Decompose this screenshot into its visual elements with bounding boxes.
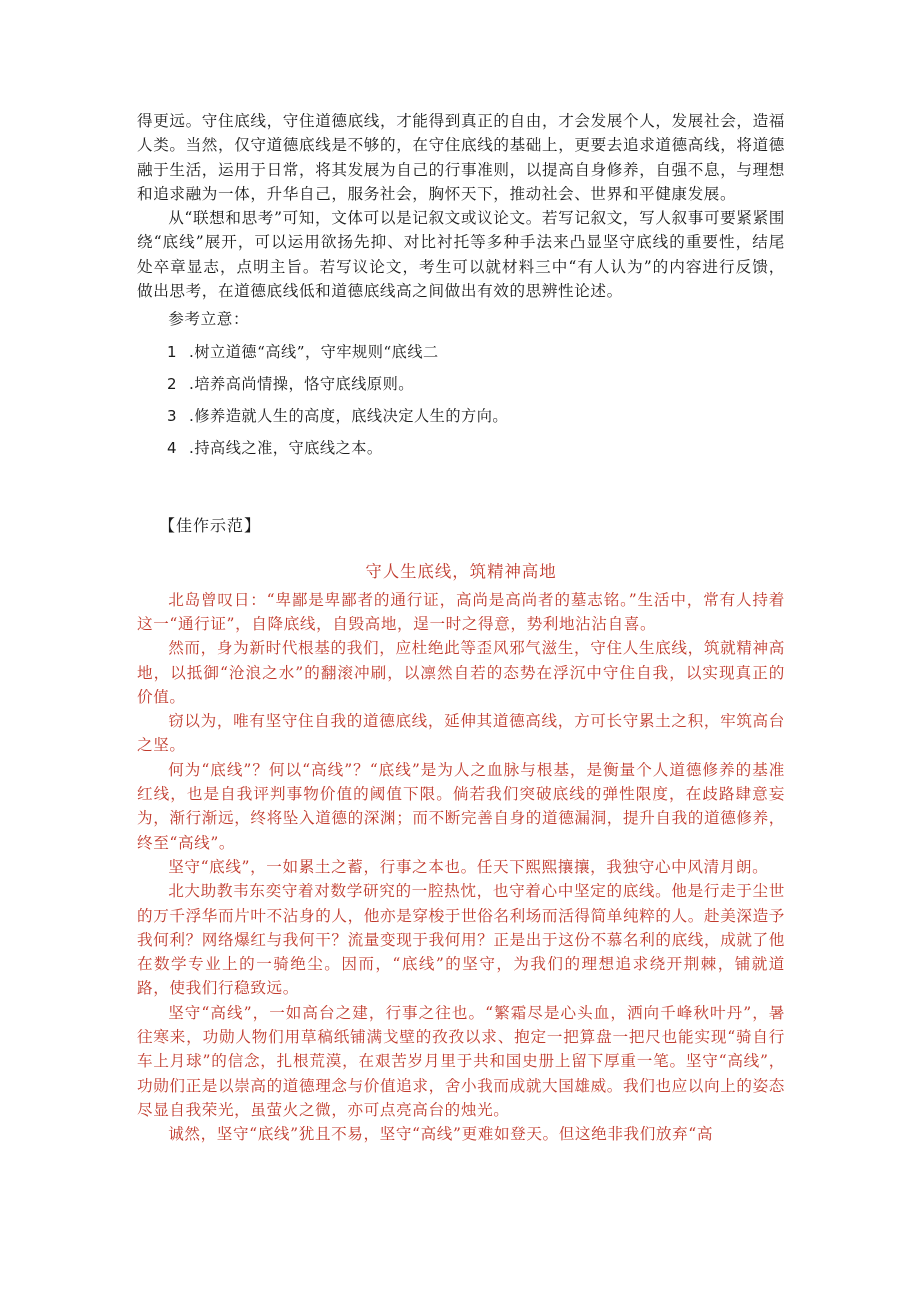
essay-paragraph-5: 坚守“底线”，一如累土之蓄，行事之本也。任天下熙熙攘攘，我独守心中风清月朗。: [168, 857, 769, 876]
list-item-text: .修养造就人生的高度，底线决定人生的方向。: [189, 406, 509, 425]
essay-paragraph-3: 窃以为，唯有坚守住自我的道德底线，延伸其道德高线，方可长守累土之积，牢筑高台之坚。: [137, 712, 785, 755]
intro-paragraph-1: 得更远。守住底线，守住道德底线，才能得到真正的自由，才会发展个人，发展社会，造福人类。当然，仅守道德底线是不够的，在守住底线的基础上，更要去追求道德高线，将道德融于生活，运用于日常，将其发展为自己的行事准则，以提高自身修养，自强不息，与理想和追求融为一体，升华自己，服务社会，胸怀天下，推动社会、世界和平健康发展。: [137, 112, 785, 203]
section-heading: 【佳作示范】: [159, 515, 262, 535]
list-item: [167, 436, 785, 460]
essay-paragraph-8: 诚然，坚守“底线”犹且不易，坚守“高线”更难如登天。但这绝非我们放弃“高: [168, 1125, 714, 1144]
essay-body: [137, 588, 785, 1147]
list-item: [167, 372, 785, 396]
essay-paragraph-6: 北大助教韦东奕守着对数学研究的一腔热忱，也守着心中坚定的底线。他是行走于尘世的万千浮华而片叶不沾身的人，他亦是穿梭于世俗名利场而活得简单纯粹的人。赴美深造予我何利？网络爆红与我何干？流量变现于我何用？正是出于这份不慕名利的底线，成就了他在数学专业上的一骑绝尘。因而，“底线”的坚守，为我们的理想追求绕开荆棘，铺就道路，使我们行稳致远。: [137, 882, 785, 998]
document-page: [137, 109, 785, 1147]
intro-paragraph-2: 从“联想和思考”可知，文体可以是记叙文或议论文。若写记叙文，写人叙事可要紧紧围绕“底线”展开，可以运用欲扬先抑、对比衬托等多种手法来凸显坚守底线的重要性，结尾处卒章显志，点明主旨。若写议论文，考生可以就材料三中“有人认为”的内容进行反馈，做出思考，在道德底线低和道德底线高之间做出有效的思辨性论述。: [137, 209, 785, 301]
list-item: [167, 340, 785, 364]
list-item: [167, 404, 785, 428]
essay-paragraph-7: 坚守“高线”，一如高台之建，行事之往也。“繁霜尽是心头血，洒向千峰秋叶丹”，暑往寒来，功勋人物们用草稿纸铺满戈壁的孜孜以求、抱定一把算盘一把尺也能实现“骑自行车上月球”的信念，扎根荒漠，在艰苦岁月里于共和国史册上留下厚重一笔。坚守“高线”，功勋们正是以崇高的道德理念与价值追求，舍小我而成就大国雄威。我们也应以向上的姿态尽显自我荣光，虽萤火之微，亦可点亮高台的烛光。: [137, 1003, 785, 1119]
list-item-number: 4: [167, 438, 178, 457]
essay-title: 守人生底线，筑精神高地: [365, 561, 557, 581]
reference-label: 参考立意：: [168, 310, 250, 329]
essay-paragraph-4: 何为“底线”？何以“高线”？“底线”是为人之血脉与根基，是衡量个人道德修养的基准红线，也是自我评判事物价值的阈值下限。倘若我们突破底线的弹性限度，在歧路肆意妄为，渐行渐远，终将坠入道德的深渊；而不断完善自身的道德漏洞，提升自我的道德修养，终至“高线”。: [137, 760, 785, 852]
essay-paragraph-1: 北岛曾叹日：“卑鄙是卑鄙者的通行证，高尚是高尚者的墓志铭。”生活中，常有人持着这一“通行证”，自降底线，自毁高地，逞一时之得意，势利地沾沾自喜。: [137, 590, 785, 633]
list-item-number: 3: [167, 406, 178, 425]
essay-paragraph-2: 然而，身为新时代根基的我们，应杜绝此等歪风邪气滋生，守住人生底线，筑就精神高地，以抵御“沧浪之水”的翻滚冲刷，以凛然自若的态势在浮沉中守住自我，以实现真正的价值。: [137, 639, 785, 706]
reference-list: [137, 340, 785, 460]
list-item-number: 1: [167, 342, 178, 361]
list-item-text: .树立道德“高线”，守牢规则“底线二: [189, 342, 439, 361]
list-item-text: .持高线之准，守底线之本。: [189, 438, 383, 457]
list-item-text: .培养高尚情操，恪守底线原则。: [189, 374, 414, 393]
list-item-number: 2: [167, 374, 178, 393]
